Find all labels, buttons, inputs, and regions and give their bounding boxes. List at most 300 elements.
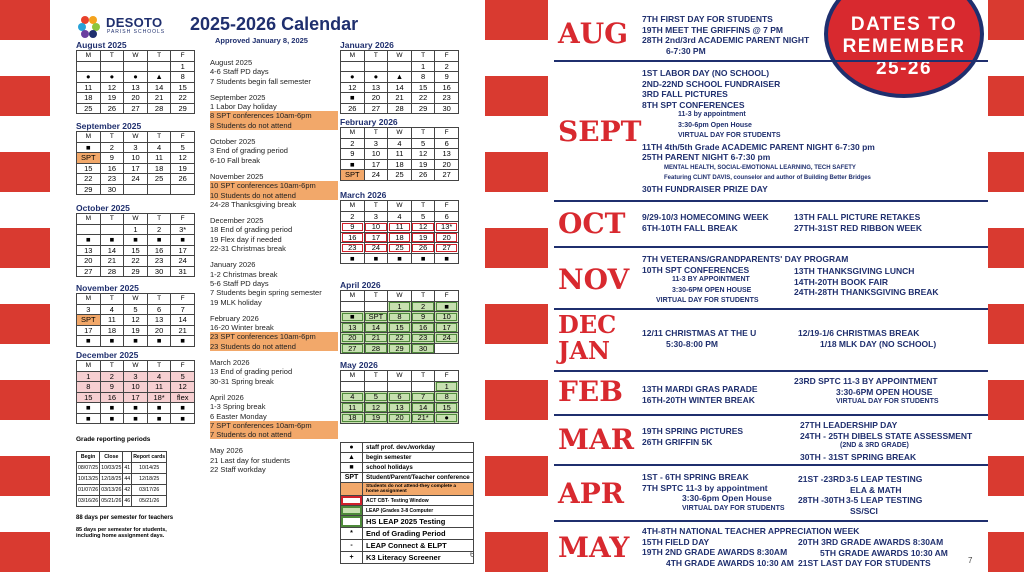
day-cell: 17 xyxy=(171,245,195,256)
month-sept: SEPT xyxy=(558,115,642,148)
month-may: MAY xyxy=(558,531,630,564)
event-item: 3 End of grading period xyxy=(210,146,288,156)
apr-leap-right xyxy=(846,474,922,516)
day-cell: 17 xyxy=(364,232,388,243)
events-column xyxy=(210,58,338,474)
day-cell: 12 xyxy=(100,82,124,93)
feb-ev-1: 13TH MARDI GRAS PARADE xyxy=(642,384,758,394)
day-header: T xyxy=(364,371,388,382)
day-cell: ■ xyxy=(341,253,365,264)
day-header: T xyxy=(147,294,171,305)
day-cell: ■ xyxy=(77,336,101,347)
day-cell: 12 xyxy=(341,82,365,93)
day-cell: ■ xyxy=(147,403,171,414)
day-header: M xyxy=(77,132,101,143)
day-cell: 27 xyxy=(435,170,459,181)
event-month-heading: April 2026 xyxy=(210,392,244,402)
day-cell: 18 xyxy=(100,325,124,336)
day-cell: 9 xyxy=(100,153,124,164)
month-grid xyxy=(340,50,459,114)
day-cell: 3 xyxy=(364,211,388,222)
day-cell: 18 xyxy=(147,163,171,174)
day-cell: 28 xyxy=(147,103,171,114)
feb-ev-2: 16TH-20TH WINTER BREAK xyxy=(642,394,755,405)
day-cell: ■ xyxy=(100,403,124,414)
day-header: M xyxy=(77,214,101,225)
event-item: 1 Labor Day holiday xyxy=(210,102,277,112)
day-header: T xyxy=(411,201,435,212)
day-cell: 4 xyxy=(147,371,171,382)
decjan-ev-1: 12/11 CHRISTMAS AT THE U xyxy=(642,328,757,338)
sept-ev-6: 3:30-6pm Open House xyxy=(678,121,752,129)
day-header: M xyxy=(341,291,365,302)
oct-ev-1: 9/29-10/3 HOMECOMING WEEK xyxy=(642,212,769,222)
day-cell: ■ xyxy=(77,413,101,424)
day-cell: 9 xyxy=(100,382,124,393)
brand-name: DESOTO xyxy=(106,15,163,30)
day-cell: 2 xyxy=(100,142,124,153)
day-header: W xyxy=(124,132,148,143)
month-grid xyxy=(340,127,459,181)
day-cell: 25 xyxy=(388,170,412,181)
day-header: W xyxy=(388,201,412,212)
day-cell: 29 xyxy=(388,343,412,354)
day-cell: 11 xyxy=(100,315,124,326)
event-item: 1-2 Christmas break xyxy=(210,269,278,279)
day-cell: 14 xyxy=(171,315,195,326)
day-cell: 25 xyxy=(388,243,412,254)
sept-ev-4: 8TH SPT CONFERENCES xyxy=(642,99,745,110)
event-item: 7 SPT conferences 10am-6pm xyxy=(210,421,338,430)
day-cell: 14 xyxy=(388,82,412,93)
day-cell: 2 xyxy=(100,371,124,382)
note-teachers: 88 days per semester for teachers xyxy=(76,515,174,521)
day-header: T xyxy=(411,371,435,382)
day-cell xyxy=(171,184,195,195)
day-cell xyxy=(124,184,148,195)
day-cell: 30 xyxy=(147,266,171,277)
day-cell: 15 xyxy=(124,245,148,256)
day-cell: 29 xyxy=(171,103,195,114)
oct-ev-4: 27TH-31ST RED RIBBON WEEK xyxy=(794,222,922,233)
mar-events-left xyxy=(642,426,743,447)
day-cell: 3 xyxy=(124,371,148,382)
sept-ev-12: 30TH FUNDRAISER PRIZE DAY xyxy=(642,183,768,194)
day-cell: 13 xyxy=(341,322,365,333)
day-cell: 15 xyxy=(411,82,435,93)
event-item: 13 End of grading period xyxy=(210,367,293,377)
day-header: T xyxy=(147,51,171,62)
day-cell: 9 xyxy=(435,72,459,83)
day-cell: 17 xyxy=(124,392,148,403)
nov-ev-4: 3:30-6PM OPEN HOUSE xyxy=(672,286,752,294)
legend-row xyxy=(340,540,474,552)
month-february-2026 xyxy=(340,117,459,181)
day-cell: ● xyxy=(364,72,388,83)
oct-ev-3: 13TH FALL PICTURE RETAKES xyxy=(794,212,921,222)
day-cell: 20 xyxy=(77,256,101,267)
day-header: W xyxy=(388,51,412,62)
day-cell: ■ xyxy=(341,312,365,323)
day-cell: 23 xyxy=(147,256,171,267)
day-header: T xyxy=(147,214,171,225)
day-cell: 4 xyxy=(388,138,412,149)
event-item: 7 Students do not attend xyxy=(210,430,338,439)
event-month-heading: May 2026 xyxy=(210,446,243,456)
day-cell: ■ xyxy=(124,336,148,347)
month-may-2026 xyxy=(340,360,459,424)
day-cell: 16 xyxy=(341,232,365,243)
day-cell: 17 xyxy=(364,159,388,170)
day-header: T xyxy=(364,291,388,302)
event-month-heading: March 2026 xyxy=(210,358,250,368)
nov-ev-5: VIRTUAL DAY FOR STUDENTS xyxy=(656,297,759,304)
legend-row xyxy=(340,453,474,463)
event-item: 22 Staff workday xyxy=(210,464,266,474)
grade-cell: 05/21/26 xyxy=(132,496,167,507)
grade-cell: 44 xyxy=(123,474,132,485)
aug-ev-1: 7TH FIRST DAY FOR STUDENTS xyxy=(642,14,773,24)
month-title: April 2026 xyxy=(340,280,381,290)
legend-row xyxy=(340,473,474,483)
apr-ev-8: 28TH -30TH xyxy=(798,494,845,505)
day-header: W xyxy=(124,214,148,225)
grade-cell: 41 xyxy=(123,463,132,474)
apr-ev-2: 7TH SPTC 11-3 by appointment xyxy=(642,482,768,493)
day-cell: ▲ xyxy=(147,72,171,83)
day-cell: ● xyxy=(77,72,101,83)
apr-ev-7: ELA & MATH xyxy=(850,484,902,495)
day-header: T xyxy=(364,201,388,212)
day-cell: 16 xyxy=(100,163,124,174)
month-december-2025 xyxy=(76,350,195,424)
event-item: 5-6 Staff PD days xyxy=(210,278,269,288)
month-title: September 2025 xyxy=(76,121,142,131)
day-cell: 7 xyxy=(171,304,195,315)
month-grid xyxy=(340,200,459,264)
day-cell: 13 xyxy=(388,402,412,413)
day-cell: 13 xyxy=(77,245,101,256)
month-title: February 2026 xyxy=(340,117,398,127)
day-header: F xyxy=(171,294,195,305)
decjan-events-left xyxy=(642,328,756,349)
grade-cell: 03/16/26 xyxy=(77,496,100,507)
aug-ev-3: 28TH 2nd/3rd ACADEMIC PARENT NIGHT xyxy=(642,35,810,45)
month-november-2025 xyxy=(76,283,195,347)
day-cell: 21 xyxy=(364,333,388,344)
legend-row xyxy=(340,496,474,506)
day-cell: 20 xyxy=(435,232,459,243)
banner-line2: REMEMBER xyxy=(842,36,966,57)
month-title: May 2026 xyxy=(340,360,378,370)
day-cell: ● xyxy=(341,72,365,83)
event-item: 8 SPT conferences 10am-6pm xyxy=(210,111,338,120)
day-cell: 24 xyxy=(171,256,195,267)
event-item: 21 Last day for students xyxy=(210,455,291,465)
event-item: 6-10 Fall break xyxy=(210,155,261,165)
may-ev-7: 21ST LAST DAY FOR STUDENTS xyxy=(798,558,931,568)
day-cell: 9 xyxy=(341,222,365,233)
day-header: F xyxy=(435,128,459,139)
day-cell: 30 xyxy=(435,103,459,114)
day-cell: ■ xyxy=(364,253,388,264)
feb-events-right xyxy=(794,376,939,408)
month-title: March 2026 xyxy=(340,190,387,200)
day-header: F xyxy=(435,291,459,302)
legend-row xyxy=(340,463,474,473)
day-cell: 16 xyxy=(435,82,459,93)
day-cell: SPT xyxy=(341,170,365,181)
day-cell: 12 xyxy=(171,382,195,393)
dates-page-right xyxy=(548,0,988,576)
day-cell: 18 xyxy=(341,413,365,424)
feb-ev-4: 3:30-6PM OPEN HOUSE xyxy=(836,386,933,397)
day-cell xyxy=(435,343,459,354)
grade-cell: 10/13/25 xyxy=(77,474,100,485)
page-number: 6 xyxy=(470,550,475,559)
day-cell: 13 xyxy=(147,315,171,326)
day-cell: ■ xyxy=(77,403,101,414)
sept-ev-5: 11-3 by appointment xyxy=(678,111,746,118)
month-grid xyxy=(76,293,195,347)
legend-text: begin semester xyxy=(366,454,412,461)
day-cell: 24 xyxy=(124,174,148,185)
legend-symbol xyxy=(341,483,363,495)
banner-line1: DATES TO xyxy=(850,14,958,35)
day-cell xyxy=(124,61,148,72)
day-cell: 22 xyxy=(77,174,101,185)
day-cell: 6 xyxy=(147,304,171,315)
day-cell: 18* xyxy=(147,392,171,403)
day-cell xyxy=(388,381,412,392)
day-cell: ■ xyxy=(124,413,148,424)
day-header: T xyxy=(100,51,124,62)
grade-cell: 42 xyxy=(123,485,132,496)
mar-ev-4: 24TH - 25TH DIBELS STATE ASSESSMENT xyxy=(800,430,973,441)
day-cell: 3 xyxy=(77,304,101,315)
day-cell: ■ xyxy=(100,413,124,424)
day-cell: 4 xyxy=(388,211,412,222)
nov-ev-6: 13TH THANKSGIVING LUNCH xyxy=(794,266,915,276)
day-cell: 29 xyxy=(411,103,435,114)
day-cell: 7 xyxy=(411,392,435,403)
event-item: 10 SPT conferences 10am-6pm xyxy=(210,181,338,190)
day-cell: 11 xyxy=(388,222,412,233)
event-item: 30-31 Spring break xyxy=(210,376,274,386)
day-cell: 4 xyxy=(341,392,365,403)
day-cell: 3 xyxy=(364,138,388,149)
day-cell: 13* xyxy=(435,222,459,233)
apr-ev-9: 3-5 LEAP TESTING xyxy=(846,495,923,505)
note-students: 85 days per semester for students, including home assignment days. xyxy=(76,527,167,539)
day-cell: 26 xyxy=(411,170,435,181)
day-header: M xyxy=(341,201,365,212)
legend-row xyxy=(340,528,474,540)
day-cell: 24 xyxy=(364,243,388,254)
day-cell xyxy=(364,381,388,392)
day-cell: 5 xyxy=(171,371,195,382)
day-cell: 23 xyxy=(100,174,124,185)
day-cell: SPT xyxy=(77,153,101,164)
day-cell: ■ xyxy=(341,93,365,104)
event-item: 19 Flex day if needed xyxy=(210,234,282,244)
day-cell: ■ xyxy=(124,403,148,414)
day-cell: 6 xyxy=(435,138,459,149)
legend-symbol: ▲ xyxy=(341,453,363,462)
sept-ev-2: 2ND-22ND SCHOOL FUNDRAISER xyxy=(642,78,781,89)
day-cell: 25 xyxy=(147,174,171,185)
event-item: 19 MLK holiday xyxy=(210,297,262,307)
day-cell: SPT xyxy=(364,312,388,323)
day-header: W xyxy=(124,361,148,372)
day-cell: 17 xyxy=(435,322,459,333)
event-item: 1-3 Spring break xyxy=(210,402,266,412)
aug-events xyxy=(642,14,809,56)
day-cell: 15 xyxy=(435,402,459,413)
day-cell: 12 xyxy=(411,222,435,233)
day-cell: 16 xyxy=(411,322,435,333)
day-cell: 14 xyxy=(100,245,124,256)
grade-header xyxy=(123,452,132,463)
sept-events xyxy=(642,68,875,194)
day-cell: ● xyxy=(100,72,124,83)
decjan-events-right xyxy=(798,328,936,349)
day-cell: 23 xyxy=(435,93,459,104)
event-month-heading: October 2025 xyxy=(210,137,256,147)
day-cell: 12 xyxy=(124,315,148,326)
legend-text: Students do not attend-they complete a home assignment xyxy=(363,483,473,495)
day-cell: ▲ xyxy=(388,72,412,83)
month-title: January 2026 xyxy=(340,40,394,50)
day-header: T xyxy=(364,51,388,62)
day-cell: 8 xyxy=(388,312,412,323)
grade-cell: 03/13/26 xyxy=(100,485,123,496)
day-cell: 10 xyxy=(364,149,388,160)
grade-cell: 10/14/25 xyxy=(132,463,167,474)
grade-cell: 10/03/25 xyxy=(100,463,123,474)
day-cell: 26 xyxy=(100,103,124,114)
day-cell: 17 xyxy=(77,325,101,336)
event-item: 24-28 Thanksgiving break xyxy=(210,199,297,209)
day-cell: 12 xyxy=(171,153,195,164)
nov-ev-7: 14TH-20TH BOOK FAIR xyxy=(794,276,888,287)
day-cell: 4 xyxy=(100,304,124,315)
decjan-ev-2: 5:30-8:00 PM xyxy=(666,338,718,349)
nov-ev-1: 7TH VETERANS/GRANDPARENTS' DAY PROGRAM xyxy=(642,254,849,264)
legend-symbol: - xyxy=(341,540,363,551)
day-header: T xyxy=(100,214,124,225)
legend-symbol: * xyxy=(341,528,363,539)
day-cell: 20 xyxy=(364,93,388,104)
day-cell: 8 xyxy=(411,72,435,83)
event-month-heading: February 2026 xyxy=(210,313,259,323)
legend-text: LEAP (Grades 3-8 Computer xyxy=(366,507,434,514)
grade-cell: 08/07/25 xyxy=(77,463,100,474)
day-header: M xyxy=(77,51,101,62)
mar-ev-5: (2ND & 3RD GRADE) xyxy=(840,442,909,449)
day-cell: 14 xyxy=(364,322,388,333)
month-title: August 2025 xyxy=(76,40,127,50)
day-cell: 20 xyxy=(124,93,148,104)
day-cell: 27 xyxy=(124,103,148,114)
day-cell: ■ xyxy=(77,235,101,246)
day-cell: 24 xyxy=(435,333,459,344)
day-cell: 12 xyxy=(411,149,435,160)
month-grid xyxy=(76,213,195,277)
oct-events-left xyxy=(642,212,769,233)
month-nov: NOV xyxy=(558,263,630,296)
day-cell: ■ xyxy=(147,413,171,424)
day-cell: 30 xyxy=(100,184,124,195)
day-cell: ■ xyxy=(171,403,195,414)
event-item: 6 Easter Monday xyxy=(210,411,267,421)
month-oct: OCT xyxy=(558,207,626,240)
legend-text: ACT CBT- Testing Window xyxy=(366,497,429,504)
legend-row xyxy=(340,516,474,528)
day-cell: 17 xyxy=(124,163,148,174)
event-item: 23 Students do not attend xyxy=(210,342,338,351)
day-header: T xyxy=(411,291,435,302)
day-cell: 11 xyxy=(388,149,412,160)
mar-ev-1: 19TH SPRING PICTURES xyxy=(642,426,744,436)
day-cell: 27 xyxy=(341,343,365,354)
day-cell: 3* xyxy=(171,224,195,235)
day-cell: 11 xyxy=(147,382,171,393)
event-month-heading: December 2025 xyxy=(210,216,264,226)
day-cell: 30 xyxy=(411,343,435,354)
day-cell: 2 xyxy=(411,301,435,312)
day-cell xyxy=(147,61,171,72)
day-cell: 2 xyxy=(147,224,171,235)
day-cell: 5 xyxy=(124,304,148,315)
day-header: T xyxy=(147,361,171,372)
day-cell: 2 xyxy=(341,211,365,222)
month-title: November 2025 xyxy=(76,283,139,293)
day-header: W xyxy=(388,291,412,302)
day-cell: 15 xyxy=(171,82,195,93)
may-ev-2: 15TH FIELD DAY xyxy=(642,536,710,547)
grade-title: Grade reporting periods xyxy=(76,436,151,443)
legend-text: HS LEAP 2025 Testing xyxy=(366,517,446,526)
desoto-logo-icon xyxy=(76,14,102,40)
apr-events-left xyxy=(642,472,785,514)
day-cell: 12 xyxy=(364,402,388,413)
day-cell: ■ xyxy=(147,235,171,246)
month-march-2026 xyxy=(340,190,459,264)
mar-ev-2: 26TH GRIFFIN 5K xyxy=(642,436,713,447)
may-ev-3: 19TH 2ND GRADE AWARDS 8:30AM xyxy=(642,547,788,557)
day-cell xyxy=(77,224,101,235)
day-cell: 10 xyxy=(124,382,148,393)
day-cell xyxy=(100,224,124,235)
day-header: F xyxy=(171,361,195,372)
month-grid xyxy=(76,50,195,114)
day-header: M xyxy=(341,371,365,382)
day-cell: 21 xyxy=(388,93,412,104)
day-header: T xyxy=(147,132,171,143)
day-cell: ● xyxy=(124,72,148,83)
month-grid xyxy=(76,131,195,195)
day-cell: 26 xyxy=(411,243,435,254)
day-cell: 27 xyxy=(364,103,388,114)
sept-ev-3: 3RD FALL PICTURES xyxy=(642,89,728,99)
grade-cell: 12/18/25 xyxy=(100,474,123,485)
event-item: 23 SPT conferences 10am-6pm xyxy=(210,332,338,341)
legend-text: End of Grading Period xyxy=(366,529,446,538)
day-cell: 6 xyxy=(435,211,459,222)
day-header: W xyxy=(124,51,148,62)
day-cell: 19 xyxy=(124,325,148,336)
